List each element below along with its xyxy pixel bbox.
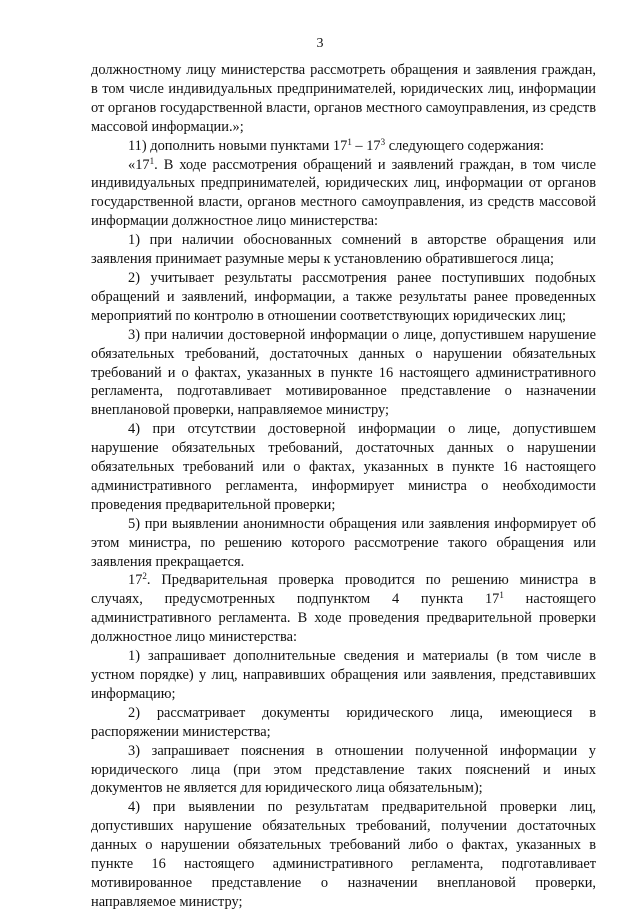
paragraph-p17-1 [91,156,596,232]
paragraph-cont [91,61,596,137]
paragraph-p17-2 [91,571,596,647]
text-segment: 3) при наличии достоверной информации о лице, допустившем нарушение обязательных требований, достаточных данных о нарушении обязательных требований и о фактах, указанных в пункте 16 настоящего административного регламента, подготавливает мотивированное представление о назначении внеплановой проверки, направляемое министру; [91,326,596,419]
paragraph-p17-2-3 [91,742,596,799]
paragraph-p17-2-1 [91,647,596,704]
text-segment: – 17 [351,137,381,154]
text-segment: 2) рассматривает документы юридического лица, имеющиеся в распоряжении министерства; [91,704,596,740]
text-segment: 4) при выявлении по результатам предварительной проверки лиц, допустивших нарушение обязательных требований, получении достаточных данных о нарушении обязательных требований либо о фактах, указанных в пункте 16 настоящего административного регламента, подготавливает мотивированное представление о назначении внеплановой проверки, направляемое министру; [91,799,596,910]
text-segment: должностному лицу министерства рассмотреть обращения и заявления граждан, в том числе индивидуальных предпринимателей, юридических лиц, информации от органов государственной власти, органов местного самоуправления, из средств массовой информации.»; [91,62,596,135]
paragraph-p17-1-3 [91,326,596,421]
superscript: 1 [149,155,155,166]
superscript: 1 [499,590,504,601]
text-segment: 1) запрашивает дополнительные сведения и материалы (в том числе в устном порядке) у лиц, направивших обращения или заявления, представивших информацию; [91,648,596,702]
paragraph-p17-2-2 [91,704,596,742]
superscript: 2 [142,571,147,582]
paragraph-p17-1-5 [91,515,596,572]
paragraph-p17-1-1 [91,231,596,269]
text-segment: 4) при отсутствии достоверной информации о лице, допустившем нарушение обязательных требований, достаточных данных о нарушении обязательных требований или о фактах, указанных в пункте 16 настоящего административного регламента, информирует министра о необходимости проведения предварительной проверки; [91,421,596,513]
paragraph-p17-1-2 [91,269,596,326]
text-segment: . Предварительная проверка проводится по решению министра в случаях, предусмотренных подпунктом 4 пункта 17 [91,572,596,608]
paragraph-item11 [91,137,596,156]
text-segment: 17 [128,572,143,589]
text-segment: 2) учитывает результаты рассмотрения ранее поступивших подобных обращений и заявлений, информации, а также результаты ранее проведенных мероприятий по контролю в отношении соответствующих юридических лиц; [91,269,596,324]
superscript: 3 [380,136,386,147]
paragraph-p17-2-4 [91,798,596,911]
paragraph-p17-1-4 [91,420,596,515]
text-segment: 5) при выявлении анонимности обращения или заявления информирует об этом министра, по решению которого рассмотрение такого обращения или заявления прекращается. [91,515,596,570]
text-segment: 11) дополнить новыми пунктами 17 [128,137,348,154]
text-segment: 1) при наличии обоснованных сомнений в авторстве обращения или заявления принимает разумные меры к установлению обратившегося лица; [91,232,596,268]
text-segment: следующего содержания: [385,137,544,154]
text-segment: 3) запрашивает пояснения в отношении полученной информации у юридического лица (при этом представление таких пояснений и иных документов не является для юридического лица обязательным); [91,742,596,797]
document-body [91,61,596,912]
text-segment: «17 [128,156,150,173]
page-number: 3 [316,36,324,51]
superscript: 1 [347,136,352,147]
text-segment: . В ходе рассмотрения обращений и заявлений граждан, в том числе индивидуальных предпринимателей, юридических лиц, информации от органов государственной власти, органов местного самоуправления, из средств массовой информации должностное лицо министерства: [91,156,596,230]
text-segment: настоящего административного регламента. В ходе проведения предварительной проверки должностное лицо министерства: [91,591,596,646]
